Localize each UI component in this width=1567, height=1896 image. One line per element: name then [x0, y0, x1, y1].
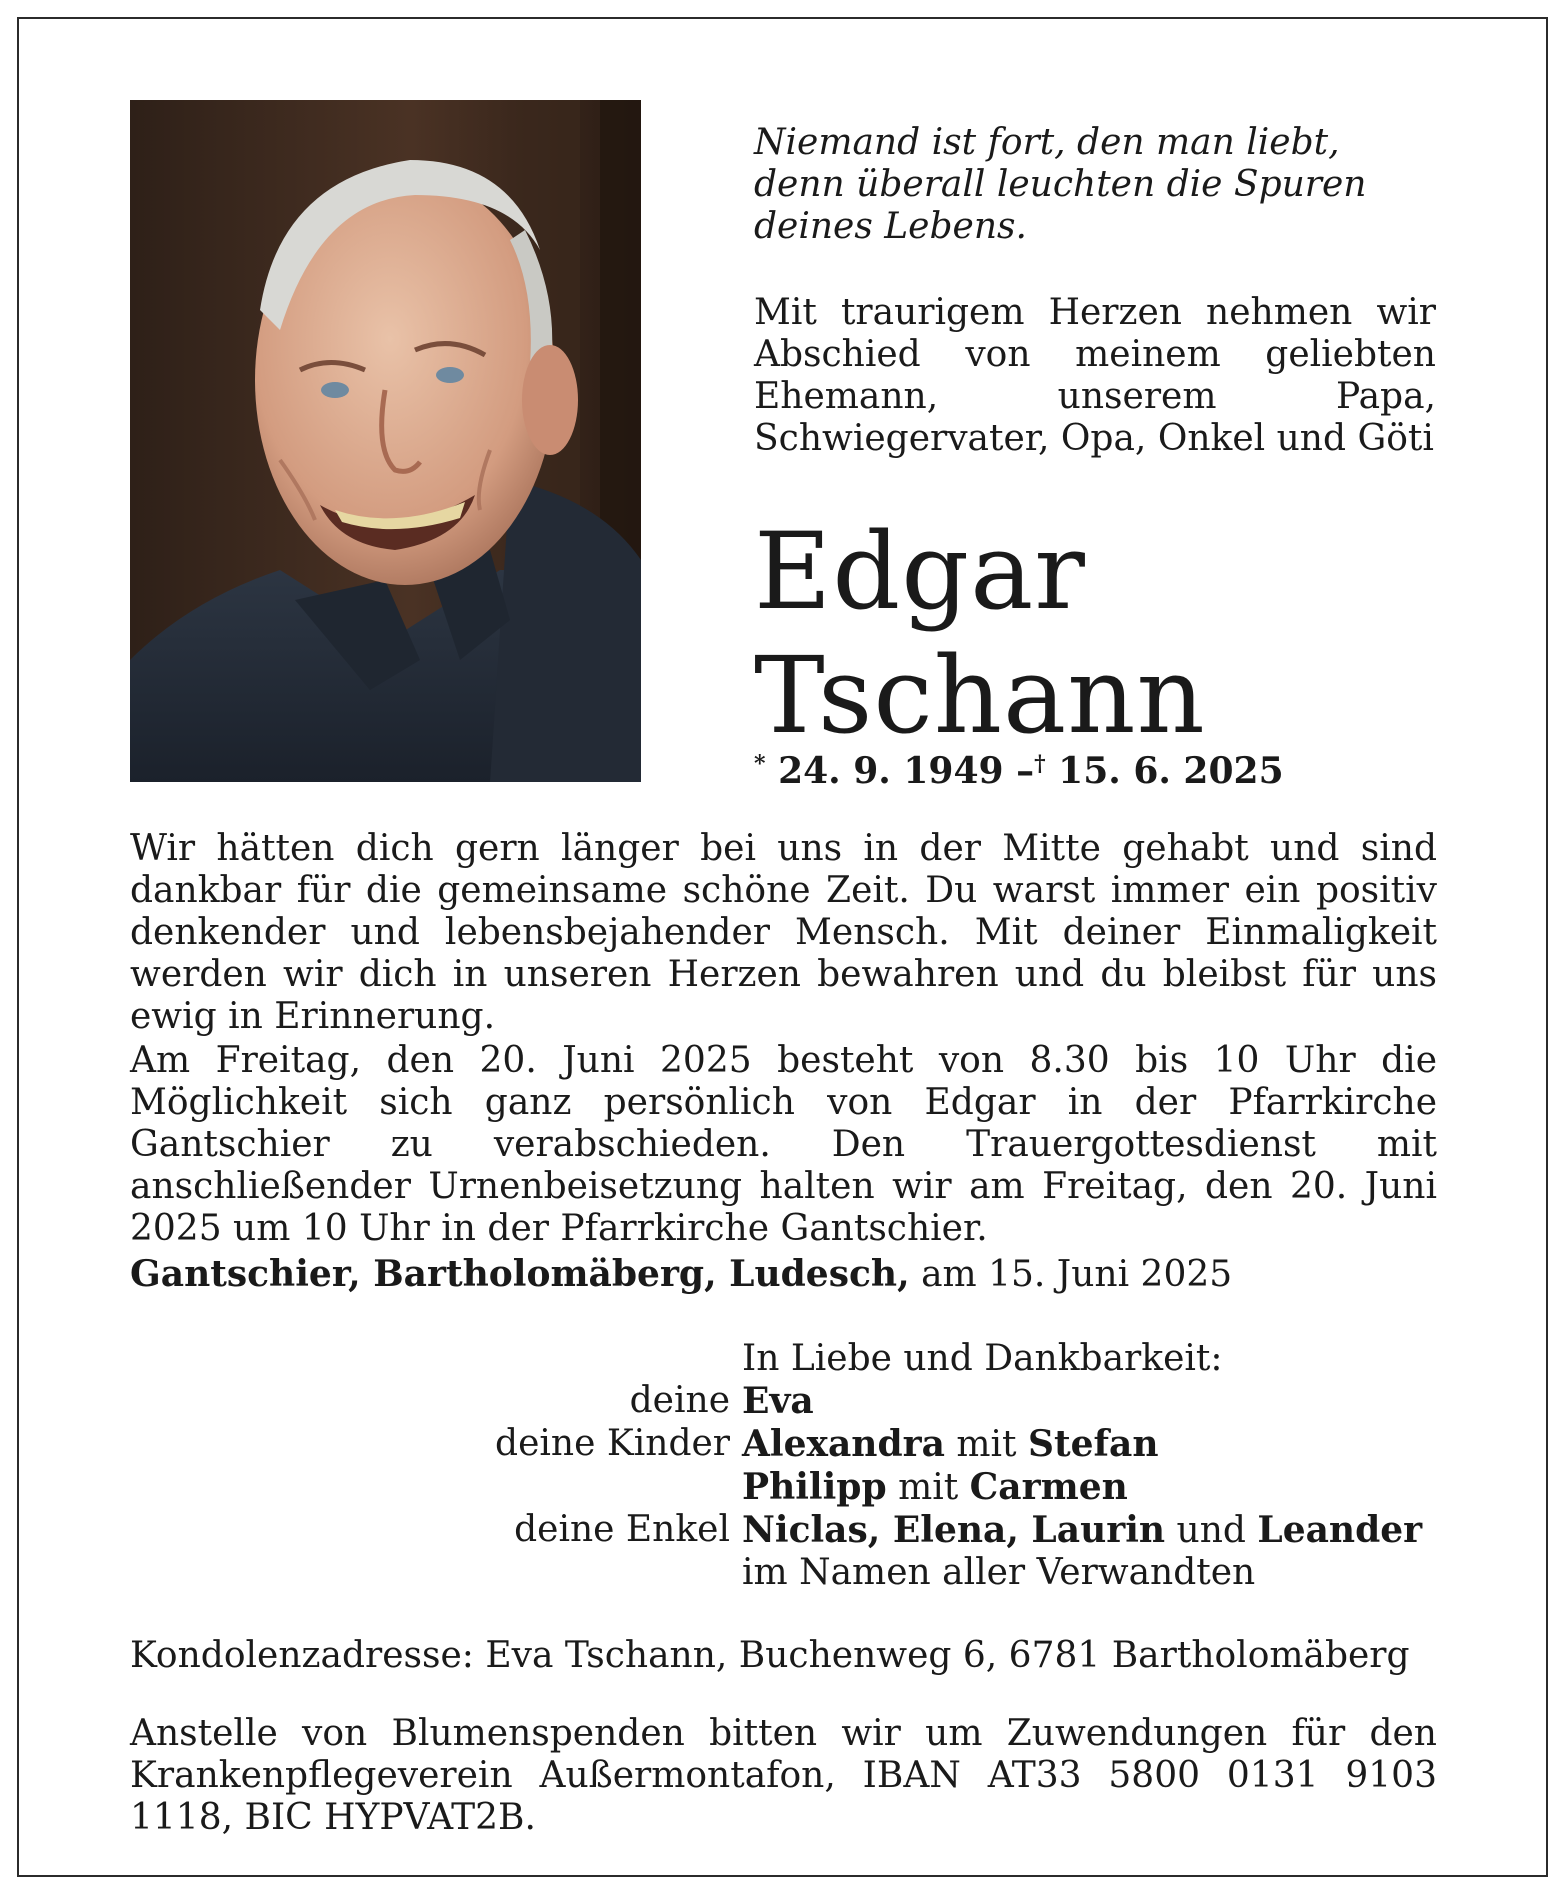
funeral-details: Am Freitag, den 20. Juni 2025 besteht von 8.30 bis 10 Uhr die Möglichkeit sich ganz persönlich von Edgar in der Pfarrkirche Gantschier zu verabschieden. Den Trauergottesdienst mit anschließender Urnenbeisetzung halten wir am Freitag, den 20. Juni 2025 um 10 Uhr in der Pfarrkirche Gantschier.	[130, 1040, 1437, 1249]
wife-label: deine	[629, 1380, 730, 1421]
death-symbol: †	[1034, 751, 1046, 777]
date-dash: –	[1016, 750, 1035, 792]
child-name: Philipp	[742, 1466, 887, 1508]
grandchildren-names: Niclas, Elena, Laurin	[742, 1509, 1166, 1551]
children-label: deine Kinder	[495, 1423, 730, 1464]
child-name: Alexandra	[742, 1423, 945, 1465]
relatives-line: im Namen aller Verwandten	[742, 1552, 1256, 1593]
memorial-quote	[754, 122, 1367, 248]
donation-note: Anstelle von Blumenspenden bitten wir um Zuwendungen für den Krankenpflegeverein Außermontafon, IBAN AT33 5800 0131 9103 1118, BIC HYPVAT2B.	[130, 1713, 1437, 1838]
place-names: Gantschier, Bartholomäberg, Ludesch,	[130, 1253, 910, 1295]
with-word: mit	[898, 1467, 959, 1508]
portrait-image	[130, 100, 641, 782]
intro-text: Mit traurigem Herzen nehmen wir Abschied von meinem geliebten Ehemann, unserem Papa, Schwiegervater, Opa, Onkel und Göti	[754, 292, 1436, 459]
last-name: Tschann	[754, 634, 1206, 757]
quote-line: Niemand ist fort, den man liebt,	[754, 122, 1340, 163]
signature-block	[130, 1338, 1437, 1594]
life-dates	[754, 750, 1284, 792]
partner-name: Carmen	[969, 1466, 1128, 1508]
birth-date: 24. 9. 1949	[778, 750, 1004, 792]
quote-line: denn überall leuchten die Spuren	[754, 164, 1367, 205]
birth-symbol: *	[754, 751, 766, 777]
farewell-paragraph: Wir hätten dich gern länger bei uns in der Mitte gehabt und sind dankbar für die gemeinsame schöne Zeit. Du warst immer ein positiv denkender und lebensbejahender Mensch. Mit deiner Einmaligkeit werden wir dich in unseren Herzen bewahren und du bleibst für uns ewig in Erinnerung.	[130, 828, 1437, 1037]
grandchildren-label: deine Enkel	[514, 1509, 730, 1550]
deceased-name	[754, 510, 1206, 758]
with-word: mit	[956, 1424, 1017, 1465]
place-and-date	[130, 1253, 1437, 1296]
grandchild-name: Leander	[1257, 1509, 1423, 1551]
and-word: und	[1176, 1510, 1246, 1551]
quote-line: deines Lebens.	[754, 206, 1027, 247]
notice-date: am 15. Juni 2025	[921, 1254, 1233, 1295]
condolence-address: Kondolenzadresse: Eva Tschann, Buchenweg 6, 6781 Bartholomäberg	[130, 1635, 1410, 1676]
death-date: 15. 6. 2025	[1058, 750, 1284, 792]
signature-heading: In Liebe und Dankbarkeit:	[742, 1338, 1223, 1379]
first-name: Edgar	[754, 510, 1086, 633]
portrait-photo	[130, 100, 641, 782]
partner-name: Stefan	[1027, 1423, 1159, 1465]
wife-name: Eva	[742, 1380, 814, 1422]
